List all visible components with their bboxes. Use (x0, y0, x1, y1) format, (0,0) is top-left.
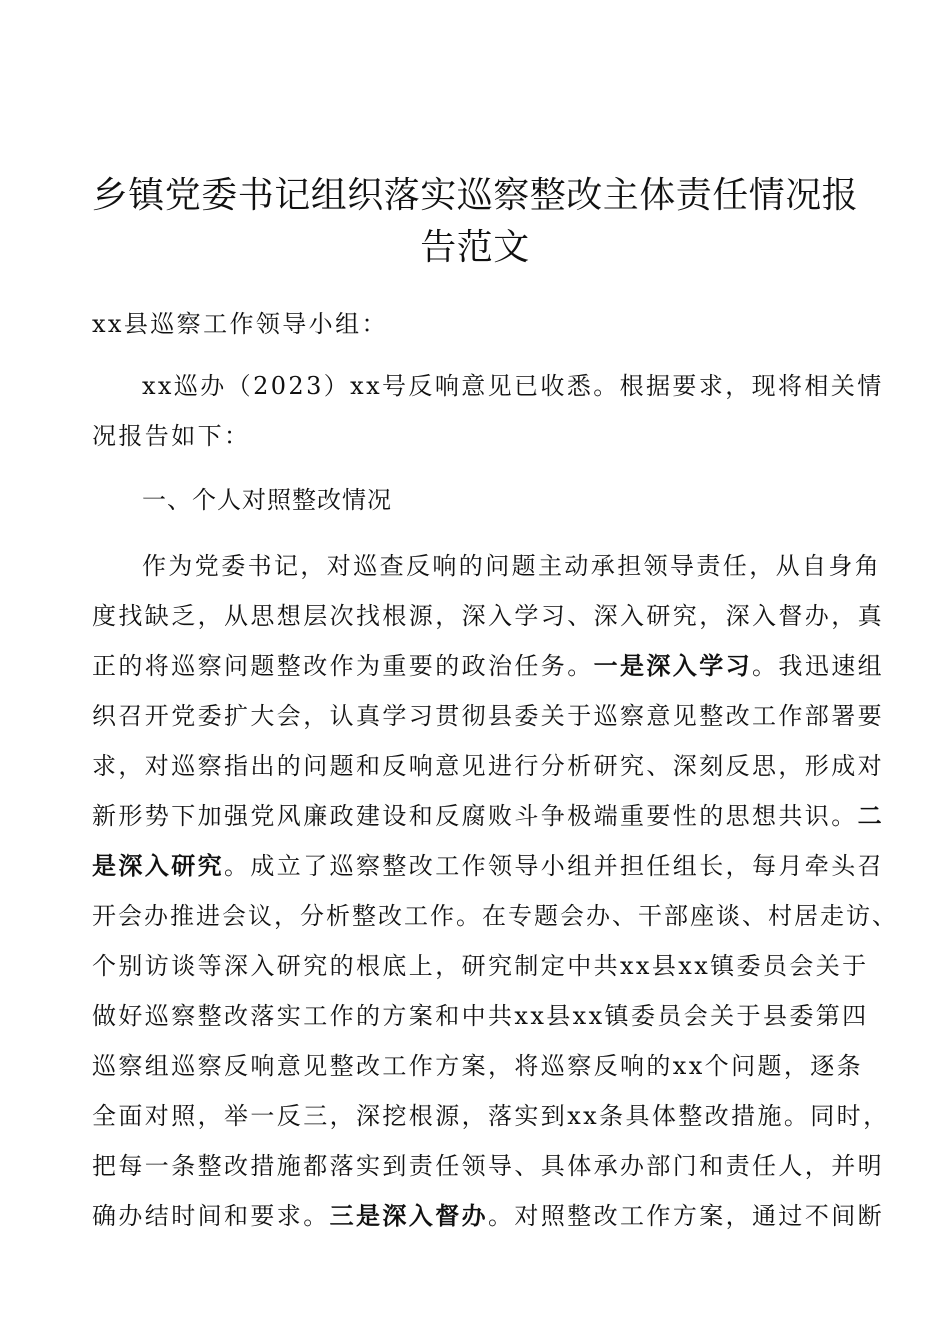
title-line-2: 告范文 (420, 227, 530, 268)
body-line: 求，对巡察指出的问题和反响意见进行分析研究、深刻反思，形成对 (92, 752, 884, 780)
body-line (92, 650, 884, 682)
title-line-1: 乡镇党委书记组织落实巡察整改主体责任情况报 (91, 175, 859, 216)
body-line (92, 800, 884, 832)
body-line: 巡察组巡察反响意见整改工作方案，将巡察反响的xx个问题，逐条 (92, 1052, 864, 1080)
intro-line-2: 况报告如下： (92, 422, 251, 450)
emphasis-text: 三是深入督办 (329, 1202, 489, 1230)
body-line: 度找缺乏，从思想层次找根源，深入学习、深入研究，深入督办，真 (92, 602, 884, 630)
body-line: 作为党委书记，对巡查反响的问题主动承担领导责任，从自身角 (142, 552, 882, 580)
body-text: 。我迅速组 (752, 652, 885, 680)
body-line: 开会办推进会议，分析整改工作。在专题会办、干部座谈、村居走访、 (92, 902, 898, 930)
body-line (92, 1200, 884, 1232)
body-text: 确办结时间和要求。 (92, 1202, 330, 1230)
body-line (92, 850, 884, 882)
salutation: xx县巡察工作领导小组： (92, 310, 388, 338)
emphasis-text: 是深入研究 (92, 852, 224, 880)
emphasis-text: 一是深入学习 (593, 652, 753, 680)
body-text: 。成立了巡察整改工作领导小组并担任组长，每月牵头召 (224, 852, 884, 880)
body-text: 新形势下加强党风廉政建设和反腐败斗争极端重要性的思想共识。 (92, 802, 858, 830)
body-line: 个别访谈等深入研究的根底上，研究制定中共xx县xx镇委员会关于 (92, 952, 869, 980)
body-line: 织召开党委扩大会，认真学习贯彻县委关于巡察意见整改工作部署要 (92, 702, 884, 730)
body-line: 做好巡察整改落实工作的方案和中共xx县xx镇委员会关于县委第四 (92, 1002, 869, 1030)
section-heading: 一、个人对照整改情况 (142, 486, 392, 514)
body-text: 。对照整改工作方案，通过不间断 (488, 1202, 885, 1230)
body-text: 正的将巡察问题整改作为重要的政治任务。 (92, 652, 594, 680)
emphasis-text: 二 (857, 802, 885, 830)
document-title (60, 170, 890, 274)
body-line: 全面对照，举一反三，深挖根源，落实到xx条具体整改措施。同时， (92, 1102, 890, 1130)
body-line: 把每一条整改措施都落实到责任领导、具体承办部门和责任人，并明 (92, 1152, 884, 1180)
intro-line-1: xx巡办（2023）xx号反响意见已收悉。根据要求，现将相关情 (142, 372, 884, 400)
